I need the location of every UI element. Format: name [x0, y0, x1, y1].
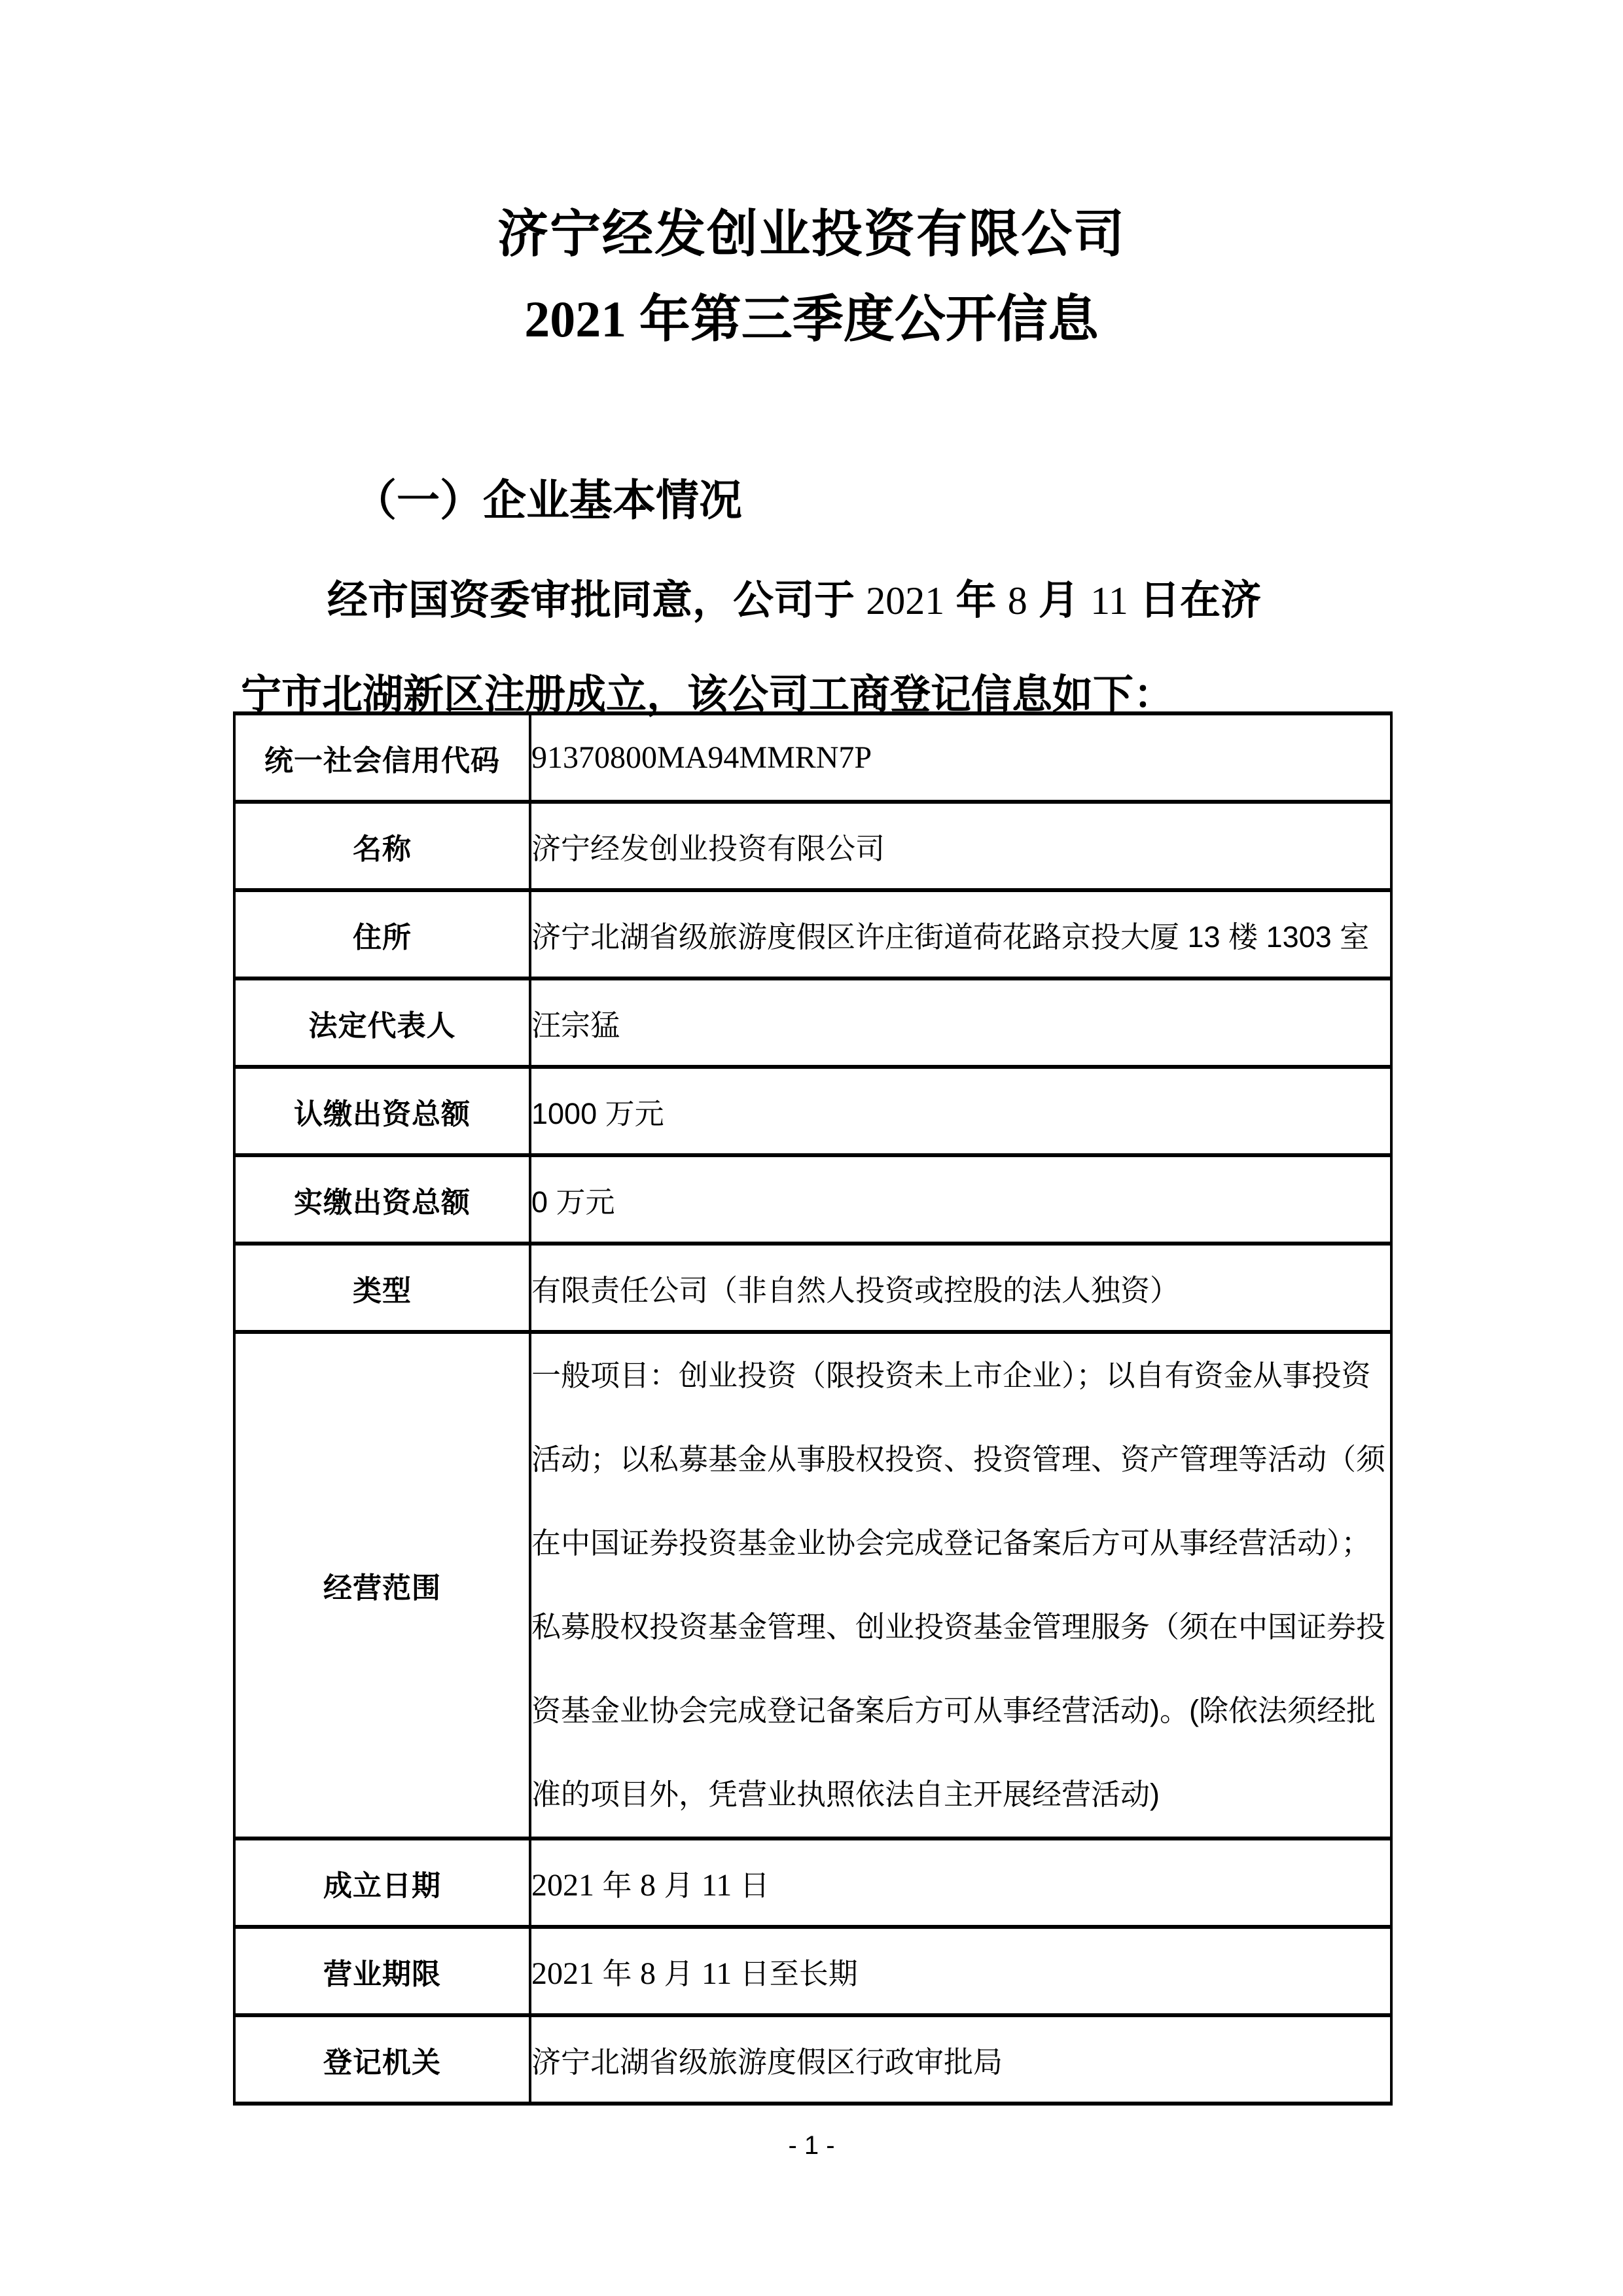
cjk-text-segment: 济宁北湖省级旅游度假区行政审批局 — [531, 2045, 1003, 2079]
row-label: 名称 — [234, 802, 530, 890]
business-scope-line: 一般项目：创业投资（限投资未上市企业）；以自有资金从事投资 — [531, 1359, 1371, 1392]
cjk-text-segment: 经市国资委审批同意，公司于 — [327, 578, 866, 623]
latin-text-segment: 2021 — [531, 1956, 594, 1991]
cjk-text-segment: 有限责任公司（非自然人投资或控股的法人独资） — [531, 1274, 1180, 1307]
cjk-text-segment: 年 — [944, 578, 1008, 623]
row-value — [530, 1244, 1391, 1332]
row-label: 统一社会信用代码 — [234, 713, 530, 802]
cjk-text-segment: 年 — [594, 1869, 641, 1902]
latin-text-segment: 8 — [1007, 579, 1027, 622]
table-row — [234, 1927, 1391, 2015]
latin-text-segment: 91370800MA94MMRN7P — [531, 740, 872, 775]
row-label: 法定代表人 — [234, 978, 530, 1067]
cjk-text-segment: 年第三季度公开信息 — [639, 290, 1099, 348]
business-scope-line: 资基金业协会完成登记备案后方可从事经营活动)。(除依法须经批 — [531, 1694, 1376, 1727]
latin-text-segment: 8 — [640, 1956, 656, 1991]
row-value — [530, 713, 1391, 802]
latin-text-segment: 2021 — [866, 579, 945, 622]
latin-text-segment: 8 — [640, 1868, 656, 1903]
cjk-text-segment: 日至长期 — [732, 1957, 858, 1990]
business-scope-line: 活动；以私募基金从事股权投资、投资管理、资产管理等活动（须 — [531, 1443, 1386, 1476]
cjk-text-segment: 1000 万元 — [531, 1097, 664, 1130]
row-label: 认缴出资总额 — [234, 1067, 530, 1155]
table-row — [234, 2015, 1391, 2104]
row-label: 成立日期 — [234, 1839, 530, 1927]
latin-text-segment: 2021 — [531, 1868, 594, 1903]
table-row — [234, 1332, 1391, 1839]
row-label: 登记机关 — [234, 2015, 530, 2104]
cjk-text-segment: 月 — [656, 1957, 702, 1990]
row-value — [530, 890, 1391, 978]
cjk-text-segment: 济宁北湖省级旅游度假区许庄街道荷花路京投大厦 13 楼 1303 室 — [531, 920, 1370, 954]
cjk-text-segment: 日在济 — [1128, 578, 1262, 623]
business-scope-line: 私募股权投资基金管理、创业投资基金管理服务（须在中国证券投 — [531, 1610, 1386, 1643]
cjk-text-segment: 宁市北湖新区注册成立，该公司工商登记信息如下： — [241, 672, 1175, 717]
row-label: 实缴出资总额 — [234, 1155, 530, 1244]
row-label: 住所 — [234, 890, 530, 978]
cjk-text-segment: 年 — [594, 1957, 641, 1990]
row-value — [530, 2015, 1391, 2104]
cjk-text-segment: 日 — [732, 1869, 770, 1902]
latin-text-segment: 11 — [1090, 579, 1128, 622]
document-title-line2 — [0, 289, 1623, 349]
latin-text-segment: 11 — [702, 1956, 732, 1991]
cjk-text-segment: 0 万元 — [531, 1185, 615, 1219]
table-row — [234, 1839, 1391, 1927]
cjk-text-segment: 济宁经发创业投资有限公司 — [531, 832, 885, 865]
cjk-text-segment: 月 — [656, 1869, 702, 1902]
section-heading: （一）企业基本情况 — [353, 476, 742, 524]
row-value — [530, 1927, 1391, 2015]
table-row — [234, 1067, 1391, 1155]
row-value — [530, 1067, 1391, 1155]
cjk-text-segment: 月 — [1027, 578, 1091, 623]
latin-text-segment: 2021 — [524, 291, 639, 348]
table-row — [234, 802, 1391, 890]
row-value — [530, 978, 1391, 1067]
row-value — [530, 1332, 1391, 1839]
row-value — [530, 1839, 1391, 1927]
table-row — [234, 978, 1391, 1067]
registration-info-table — [233, 711, 1393, 2106]
business-scope-line: 准的项目外，凭营业执照依法自主开展经营活动) — [531, 1778, 1160, 1811]
row-value — [530, 1155, 1391, 1244]
page-number: - 1 - — [788, 2131, 835, 2160]
row-value — [530, 802, 1391, 890]
cjk-text-segment: 汪宗猛 — [531, 1009, 620, 1042]
business-scope-line: 在中国证券投资基金业协会完成登记备案后方可从事经营活动）； — [531, 1526, 1371, 1560]
latin-text-segment: 11 — [702, 1868, 732, 1903]
table-row — [234, 1244, 1391, 1332]
paragraph-line — [241, 554, 1412, 648]
row-label: 营业期限 — [234, 1927, 530, 2015]
table-row — [234, 890, 1391, 978]
row-label: 经营范围 — [234, 1332, 530, 1839]
table-row — [234, 1155, 1391, 1244]
document-title-line1: 济宁经发创业投资有限公司 — [497, 205, 1126, 262]
row-label: 类型 — [234, 1244, 530, 1332]
table-row — [234, 713, 1391, 802]
